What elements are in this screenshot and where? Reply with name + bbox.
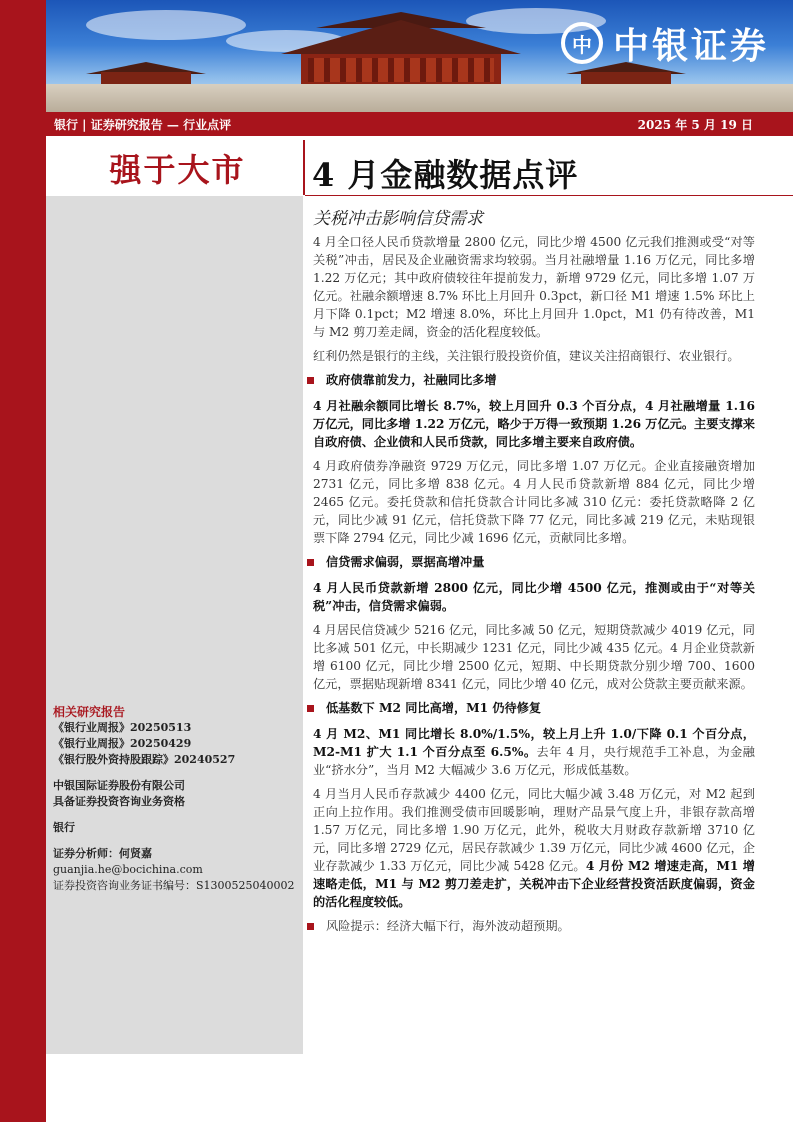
report-body: [313, 233, 755, 935]
brand-logo: [561, 18, 769, 68]
qualification: 具备证券投资咨询业务资格: [53, 795, 185, 808]
section-body: 4 月政府债券净融资 9729 万亿元，同比多增 1.07 万亿元。企业直接融资增加 2731 亿元，同比多增 838 亿元。4 月人民币贷款新增 884 亿元，同比少增 2465 亿元。委托贷款和信托贷款合计同比多减 310 亿元：委托贷款略降 2 亿元，同比少减 91 亿元，信托贷款下降 77 亿元，同比多减 219 亿元，未贴现银票下降 2794 亿元，同比少减 1696 亿元，贡献同比多增。: [313, 459, 755, 545]
summary-bold: 4 月 M2、M1 同比增长 8.0%/1.5%，较上月上升 1.0/下降 0.1 个百分点，M2-M1 扩大 1.1 个百分点至 6.5%。: [313, 727, 755, 759]
risk-warning: [307, 917, 755, 935]
certificate-number: 证券投资咨询业务证书编号：S1300525040002: [53, 879, 295, 892]
risk-text: 风险提示：经济大幅下行，海外波动超预期。: [326, 919, 570, 933]
section-heading: [307, 553, 755, 571]
breadcrumb: 银行 | 证券研究报告 — 行业点评: [54, 117, 232, 132]
related-report-link[interactable]: 《银行业周报》20250513: [53, 721, 192, 734]
intro-recommendation: 红利仍然是银行的主线，关注银行股投资价值，建议关注招商银行、农业银行。: [313, 349, 740, 363]
sidebar-background: [46, 196, 303, 1054]
report-header-strip: [46, 112, 793, 136]
section-summary: [313, 725, 755, 779]
header-banner: [46, 0, 793, 112]
title-rule: [305, 195, 793, 196]
summary-rest: 去年 4 月，央行规范手工补息，为金融业“挤水分”，当月 M2 大幅减少 3.6 万亿元，形成低基数。: [313, 745, 755, 777]
analyst-name: 证券分析师：何贤嘉: [53, 847, 152, 860]
palace-terrace: [46, 84, 793, 112]
related-reports-title: 相关研究报告: [53, 705, 126, 719]
related-report-link[interactable]: 《银行股外资持股跟踪》20240527: [53, 753, 236, 766]
section-summary: 4 月人民币贷款新增 2800 亿元，同比少增 4500 亿元，推测或由于“对等关税”冲击，信贷需求偏弱。: [313, 581, 755, 613]
left-accent-bar: [0, 0, 46, 1122]
industry-label: 银行: [53, 821, 75, 834]
intro-paragraph: 4 月全口径人民币贷款增量 2800 亿元，同比少增 4500 亿元我们推测或受“对等关税”冲击，居民及企业融资需求均较弱。当月社融增量 1.16 万亿元，同比多增 1.22 万亿元；其中政府债较往年提前发力，新增 9729 亿元，同比多增 1.07 万亿元。社融余额增速 8.7% 环比上月回升 0.3pct，新口径 M1 增速 1.5% 环比上月下降 0.1pct；M2 增速 8.0%，环比上月回升 1.0pct，M1 仍有待改善，M1 与 M2 剪刀差走阔，资金的活化程度较低。: [313, 235, 755, 339]
palace-columns: [308, 58, 494, 82]
report-date: 2025 年 5 月 19 日: [637, 117, 753, 132]
bullet-square-icon: [307, 559, 314, 566]
bullet-square-icon: [307, 377, 314, 384]
body-plain: 4 月当月人民币存款减少 4400 亿元，同比大幅少减 3.48 万亿元，对 M2 起到正向上拉作用。我们推测受债市回暖影响，理财产品景气度上升，非银存款高增 1.57 万亿元，同比多增 1.90 万亿元，此外，税收大月财政存款新增 3710 亿元，同比多增 2729 亿元，居民存款减少 1.39 万亿元，同比少减 4600 亿元，企业存款减少 1.33 万亿元，同比少减 5428 亿元。: [313, 787, 755, 873]
section-heading: [307, 699, 755, 717]
boc-logo-icon: 中: [561, 22, 603, 64]
industry-rating: 强于大市: [109, 151, 246, 189]
section-summary: 4 月社融余额同比增长 8.7%，较上月回升 0.3 个百分点，4 月社融增量 1.16 万亿元，同比多增 1.22 万亿元，略少于万得一致预期 1.26 万亿元。主要支撑来自政府债、企业债和人民币贷款，同比多增主要来自政府债。: [313, 399, 755, 449]
section-heading-text: 低基数下 M2 同比高增，M1 仍待修复: [326, 701, 542, 715]
brand-name: 中银证券: [612, 25, 769, 67]
related-report-link[interactable]: 《银行业周报》20250429: [53, 737, 192, 750]
analyst-email[interactable]: guanjia.he@bocichina.com: [53, 863, 203, 876]
cloud: [86, 10, 246, 40]
section-body: 4 月居民信贷减少 5216 亿元，同比多减 50 亿元，短期贷款减少 4019 亿元，同比多减 501 亿元，中长期减少 1231 亿元，同比少减 435 亿元。4 月企业贷款新增 6100 亿元，同比少增 2500 亿元，短期、中长期贷款分别少增 700、1600 亿元，票据贴现新增 8341 亿元，同比少增 40 亿元，成对公贷款主要贡献来源。: [313, 623, 755, 691]
page-subtitle: 关税冲击影响信贷需求: [313, 209, 483, 229]
title-divider: [303, 140, 305, 195]
section-heading-text: 信贷需求偏弱，票据高增冲量: [326, 555, 485, 569]
section-heading: [307, 371, 755, 389]
page-title: 4 月金融数据点评: [312, 156, 579, 194]
bullet-square-icon: [307, 705, 314, 712]
section-heading-text: 政府债靠前发力，社融同比多增: [326, 373, 497, 387]
body-bold: 4 月份 M2 增速走高，M1 增速略走低，M1 与 M2 剪刀差走扩，关税冲击下企业经营投资活跃度偏弱，资金的活化程度较低。: [313, 859, 755, 909]
palace-roof: [281, 20, 521, 54]
bullet-square-icon: [307, 923, 314, 930]
section-body: [313, 785, 755, 911]
sidebar-info: [53, 704, 298, 894]
company-name: 中银国际证券股份有限公司: [53, 779, 185, 792]
